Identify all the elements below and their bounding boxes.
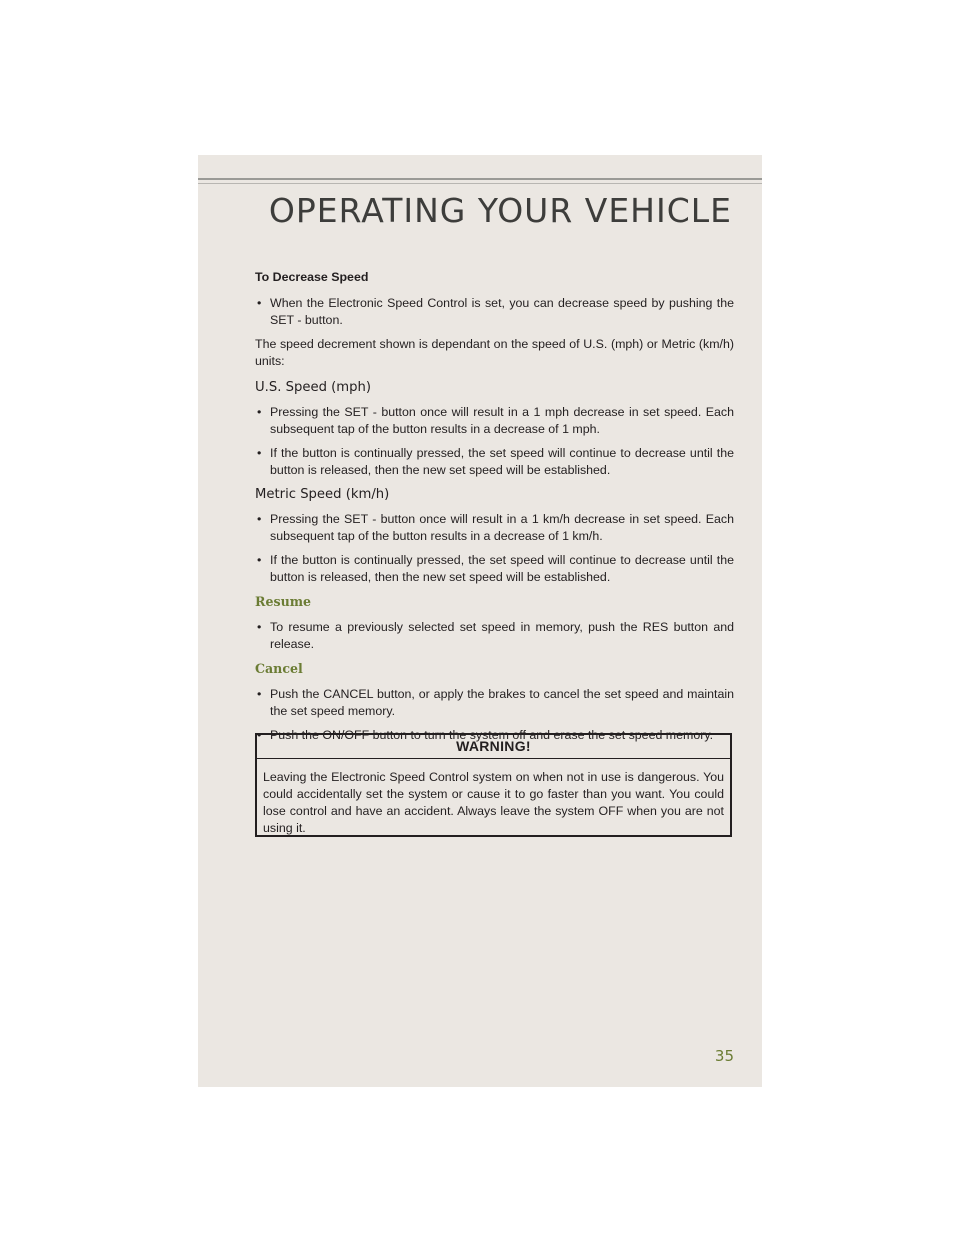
- content-body: [255, 269, 734, 751]
- metric-bullet-text: If the button is continually pressed, the set speed will continue to decrease until the button is released, then the new set speed will be established.: [270, 553, 734, 584]
- list-item: [255, 295, 734, 329]
- list-item: [255, 404, 734, 438]
- bullet-glyph: •: [257, 446, 262, 460]
- cancel-heading: Cancel: [255, 661, 303, 676]
- us-bullet-text: If the button is continually pressed, the set speed will continue to decrease until the button is released, then the new set speed will be established.: [270, 446, 734, 477]
- resume-heading: Resume: [255, 594, 312, 609]
- warning-title: WARNING!: [257, 735, 730, 759]
- us-speed-heading: U.S. Speed (mph): [255, 380, 371, 395]
- bullet-glyph: •: [257, 405, 262, 419]
- metric-speed-heading: Metric Speed (km/h): [255, 487, 390, 502]
- list-item: [255, 686, 734, 720]
- decrement-paragraph: The speed decrement shown is dependant on the speed of U.S. (mph) or Metric (km/h) units:: [255, 337, 734, 368]
- resume-bullet-text: To resume a previously selected set speed in memory, push the RES button and release.: [270, 620, 734, 651]
- page-number: 35: [714, 1047, 734, 1065]
- bullet-glyph: •: [257, 512, 262, 526]
- list-item: [255, 445, 734, 479]
- cancel-bullet-text: Push the ON/OFF button to turn the system off and erase the set speed memory.: [270, 728, 714, 742]
- list-item: [255, 552, 734, 586]
- list-item: [255, 511, 734, 545]
- decrease-speed-heading: To Decrease Speed: [255, 270, 369, 284]
- header-rule: [198, 178, 762, 180]
- bullet-glyph: •: [257, 620, 262, 634]
- bullet-glyph: •: [257, 553, 262, 567]
- us-bullet-text: Pressing the SET - button once will result in a 1 mph decrease in set speed. Each subsequent tap of the button results in a decrease of 1 mph.: [270, 405, 734, 436]
- warning-box: [255, 733, 732, 837]
- list-item: [255, 619, 734, 653]
- cancel-bullet-text: Push the CANCEL button, or apply the brakes to cancel the set speed and maintain the set speed memory.: [270, 687, 734, 718]
- section-title: OPERATING YOUR VEHICLE: [268, 191, 732, 230]
- decrease-bullet-text: When the Electronic Speed Control is set, you can decrease speed by pushing the SET - button.: [270, 296, 734, 327]
- warning-body: Leaving the Electronic Speed Control system on when not in use is dangerous. You could accidentally set the system or cause it to go faster than you want. You could lose control and have an accident. Always leave the system OFF when you are not using it.: [263, 770, 724, 835]
- header-rule-thin: [198, 183, 762, 184]
- bullet-glyph: •: [257, 687, 262, 701]
- bullet-glyph: •: [257, 296, 262, 310]
- metric-bullet-text: Pressing the SET - button once will result in a 1 km/h decrease in set speed. Each subsequent tap of the button results in a decrease of 1 km/h.: [270, 512, 734, 543]
- bullet-glyph: •: [257, 728, 262, 742]
- manual-page: [198, 155, 762, 1087]
